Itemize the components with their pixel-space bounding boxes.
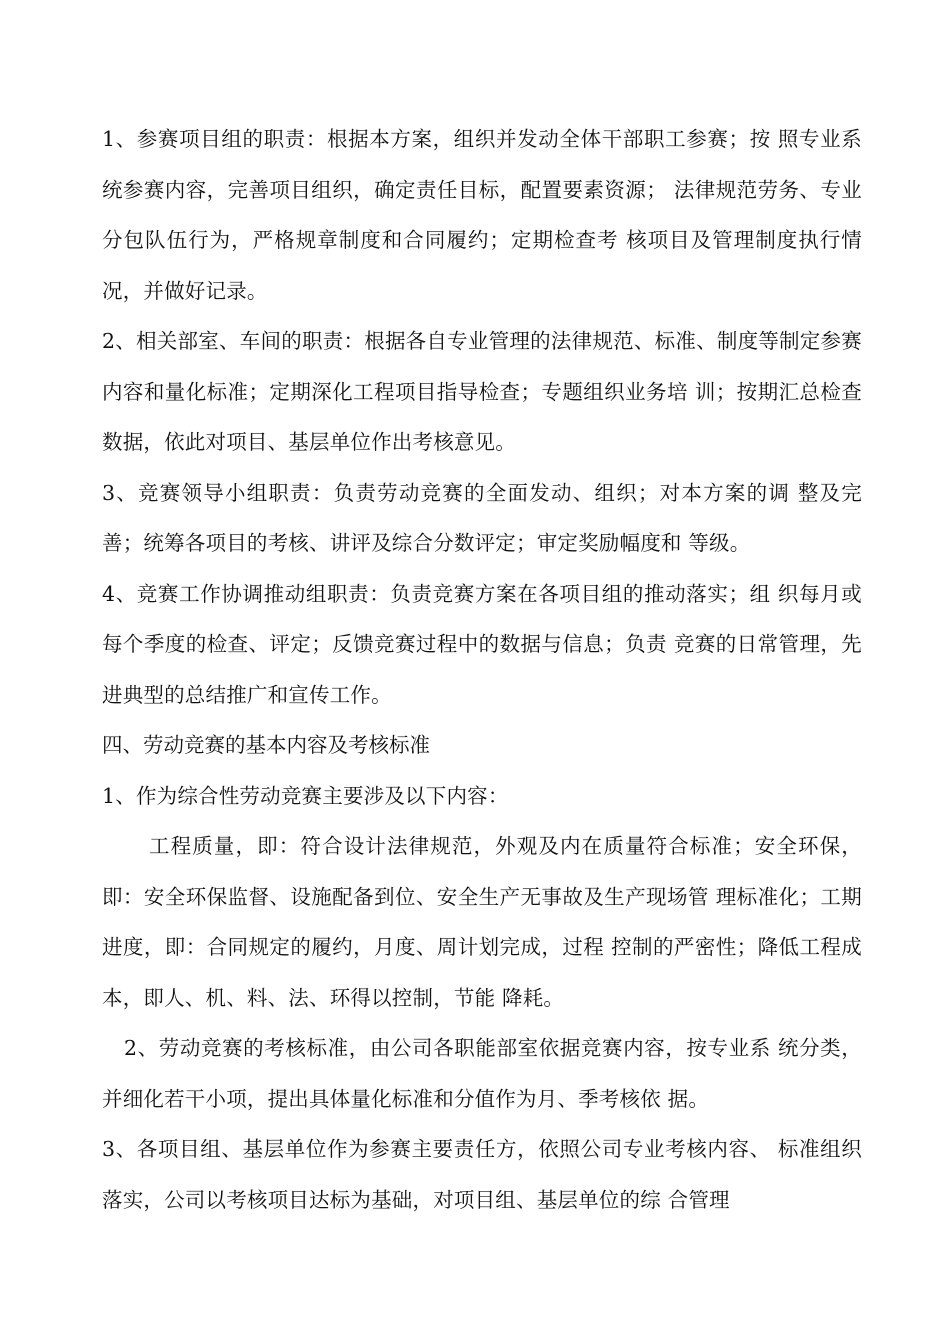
paragraph-responsible-parties: 3、各项目组、基层单位作为参赛主要责任方，依照公司专业考核内容、 标准组织落实，公司以考核项目达标为基础，对项目组、基层单位的综 合管理 [102, 1137, 862, 1212]
paragraph-competition-content-details: 工程质量，即：符合设计法律规范，外观及内在质量符合标准；安全环保，即：安全环保监督、设施配备到位、安全生产无事故及生产现场管 理标准化；工期进度，即：合同规定的履约，月度、周计划完成，过程 控制的严密性；降低工程成本，即人、机、料、法、环得以控制，节能 降耗。 [102, 834, 862, 1010]
paragraph-assessment-standards: 2、劳动竞赛的考核标准，由公司各职能部室依据竞赛内容，按专业系 统分类，并细化若干小项，提出具体量化标准和分值作为月、季考核依 据。 [102, 1036, 862, 1111]
paragraph-department-duties: 2、相关部室、车间的职责：根据各自专业管理的法律规范、标准、制度等制定参赛内容和量化标准；定期深化工程项目指导检查；专题组织业务培 训；按期汇总检查数据，依此对项目、基层单位作出考核意见。 [102, 329, 862, 454]
document-body [102, 114, 862, 1225]
paragraph-competition-content-intro: 1、作为综合性劳动竞赛主要涉及以下内容： [102, 783, 509, 808]
paragraph-project-group-duties: 1、参赛项目组的职责：根据本方案，组织并发动全体干部职工参赛；按 照专业系统参赛内容，完善项目组织，确定责任目标，配置要素资源； 法律规范劳务、专业分包队伍行为，严格规章制度和合同履约；定期检查考 核项目及管理制度执行情况，并做好记录。 [102, 127, 862, 303]
paragraph-coordination-group-duties: 4、竞赛工作协调推动组职责：负责竞赛方案在各项目组的推动落实；组 织每月或每个季度的检查、评定；反馈竞赛过程中的数据与信息；负责 竞赛的日常管理，先进典型的总结推广和宣传工作。 [102, 581, 862, 707]
section-heading-content-standards: 四、劳动竞赛的基本内容及考核标准 [102, 733, 430, 757]
paragraph-leadership-group-duties: 3、竞赛领导小组职责：负责劳动竞赛的全面发动、组织；对本方案的调 整及完善；统筹各项目的考核、讲评及综合分数评定；审定奖励幅度和 等级。 [102, 480, 862, 555]
